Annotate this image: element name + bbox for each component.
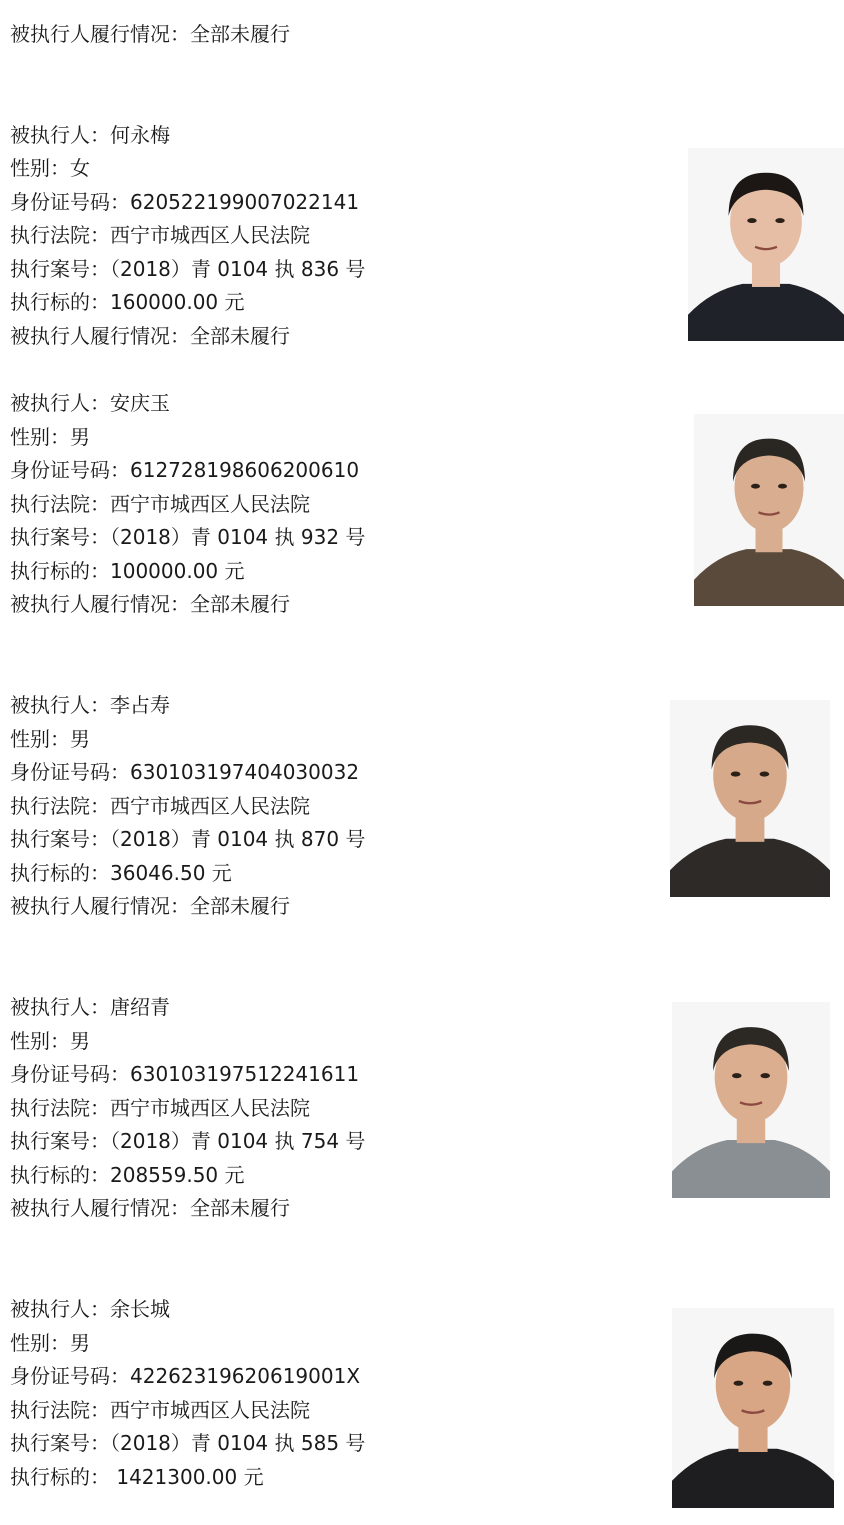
- portrait-eye-right: [763, 1381, 773, 1386]
- debtor-court: 执行法院：西宁市城西区人民法院: [10, 794, 310, 818]
- debtor-photo: [670, 700, 830, 897]
- portrait-eye-right: [778, 484, 787, 489]
- debtor-court: 执行法院：西宁市城西区人民法院: [10, 1398, 310, 1422]
- portrait-eye-left: [732, 1073, 741, 1078]
- debtor-photo: [694, 414, 844, 606]
- portrait-eye-left: [751, 484, 760, 489]
- debtor-court: 执行法院：西宁市城西区人民法院: [10, 1096, 310, 1120]
- portrait-eye-left: [747, 218, 756, 223]
- debtor-case-number: 执行案号：（2018）青 0104 执 585 号: [10, 1431, 366, 1455]
- debtor-amount: 执行标的：208559.50 元: [10, 1163, 245, 1187]
- debtor-photo: [672, 1308, 834, 1508]
- debtor-name: 被执行人：安庆玉: [10, 391, 170, 415]
- debtor-name: 被执行人：李占寿: [10, 693, 170, 717]
- debtor-gender: 性别：男: [10, 425, 90, 449]
- debtor-gender: 性别：男: [10, 727, 90, 751]
- debtor-amount: 执行标的： 1421300.00 元: [10, 1465, 264, 1489]
- portrait-silhouette-icon: [670, 700, 830, 897]
- debtor-id-number: 身份证号码：612728198606200610: [10, 458, 360, 482]
- portrait-silhouette-icon: [672, 1308, 834, 1508]
- debtor-case-number: 执行案号：（2018）青 0104 执 870 号: [10, 827, 366, 851]
- portrait-eye-right: [760, 772, 770, 777]
- debtor-amount: 执行标的：36046.50 元: [10, 861, 232, 885]
- debtor-status: 被执行人履行情况：全部未履行: [10, 592, 290, 616]
- debtor-case-number: 执行案号：（2018）青 0104 执 932 号: [10, 525, 366, 549]
- debtor-court: 执行法院：西宁市城西区人民法院: [10, 223, 310, 247]
- debtor-gender: 性别：女: [10, 156, 90, 180]
- debtor-status: 被执行人履行情况：全部未履行: [10, 1196, 290, 1220]
- portrait-eye-right: [760, 1073, 769, 1078]
- debtor-photo: [672, 1002, 830, 1198]
- debtor-photo: [688, 148, 844, 341]
- debtor-amount: 执行标的：100000.00 元: [10, 559, 245, 583]
- debtor-case-number: 执行案号：（2018）青 0104 执 836 号: [10, 257, 366, 281]
- previous-status-line: 被执行人履行情况：全部未履行: [10, 22, 290, 46]
- portrait-eye-right: [775, 218, 784, 223]
- debtor-amount: 执行标的：160000.00 元: [10, 290, 245, 314]
- debtor-status: 被执行人履行情况：全部未履行: [10, 894, 290, 918]
- debtor-status: 被执行人履行情况：全部未履行: [10, 324, 290, 348]
- debtor-id-number: 身份证号码：42262319620619001X: [10, 1364, 361, 1388]
- debtor-name: 被执行人：余长城: [10, 1297, 170, 1321]
- portrait-silhouette-icon: [672, 1002, 830, 1198]
- debtor-name: 被执行人：何永梅: [10, 123, 170, 147]
- portrait-silhouette-icon: [688, 148, 844, 341]
- debtor-id-number: 身份证号码：630103197512241611: [10, 1062, 360, 1086]
- debtor-case-number: 执行案号：（2018）青 0104 执 754 号: [10, 1129, 366, 1153]
- debtor-id-number: 身份证号码：620522199007022141: [10, 190, 360, 214]
- debtor-court: 执行法院：西宁市城西区人民法院: [10, 492, 310, 516]
- debtor-gender: 性别：男: [10, 1331, 90, 1355]
- portrait-silhouette-icon: [694, 414, 844, 606]
- debtor-name: 被执行人：唐绍青: [10, 995, 170, 1019]
- portrait-eye-left: [734, 1381, 744, 1386]
- debtor-id-number: 身份证号码：630103197404030032: [10, 760, 360, 784]
- portrait-eye-left: [731, 772, 741, 777]
- debtor-gender: 性别：男: [10, 1029, 90, 1053]
